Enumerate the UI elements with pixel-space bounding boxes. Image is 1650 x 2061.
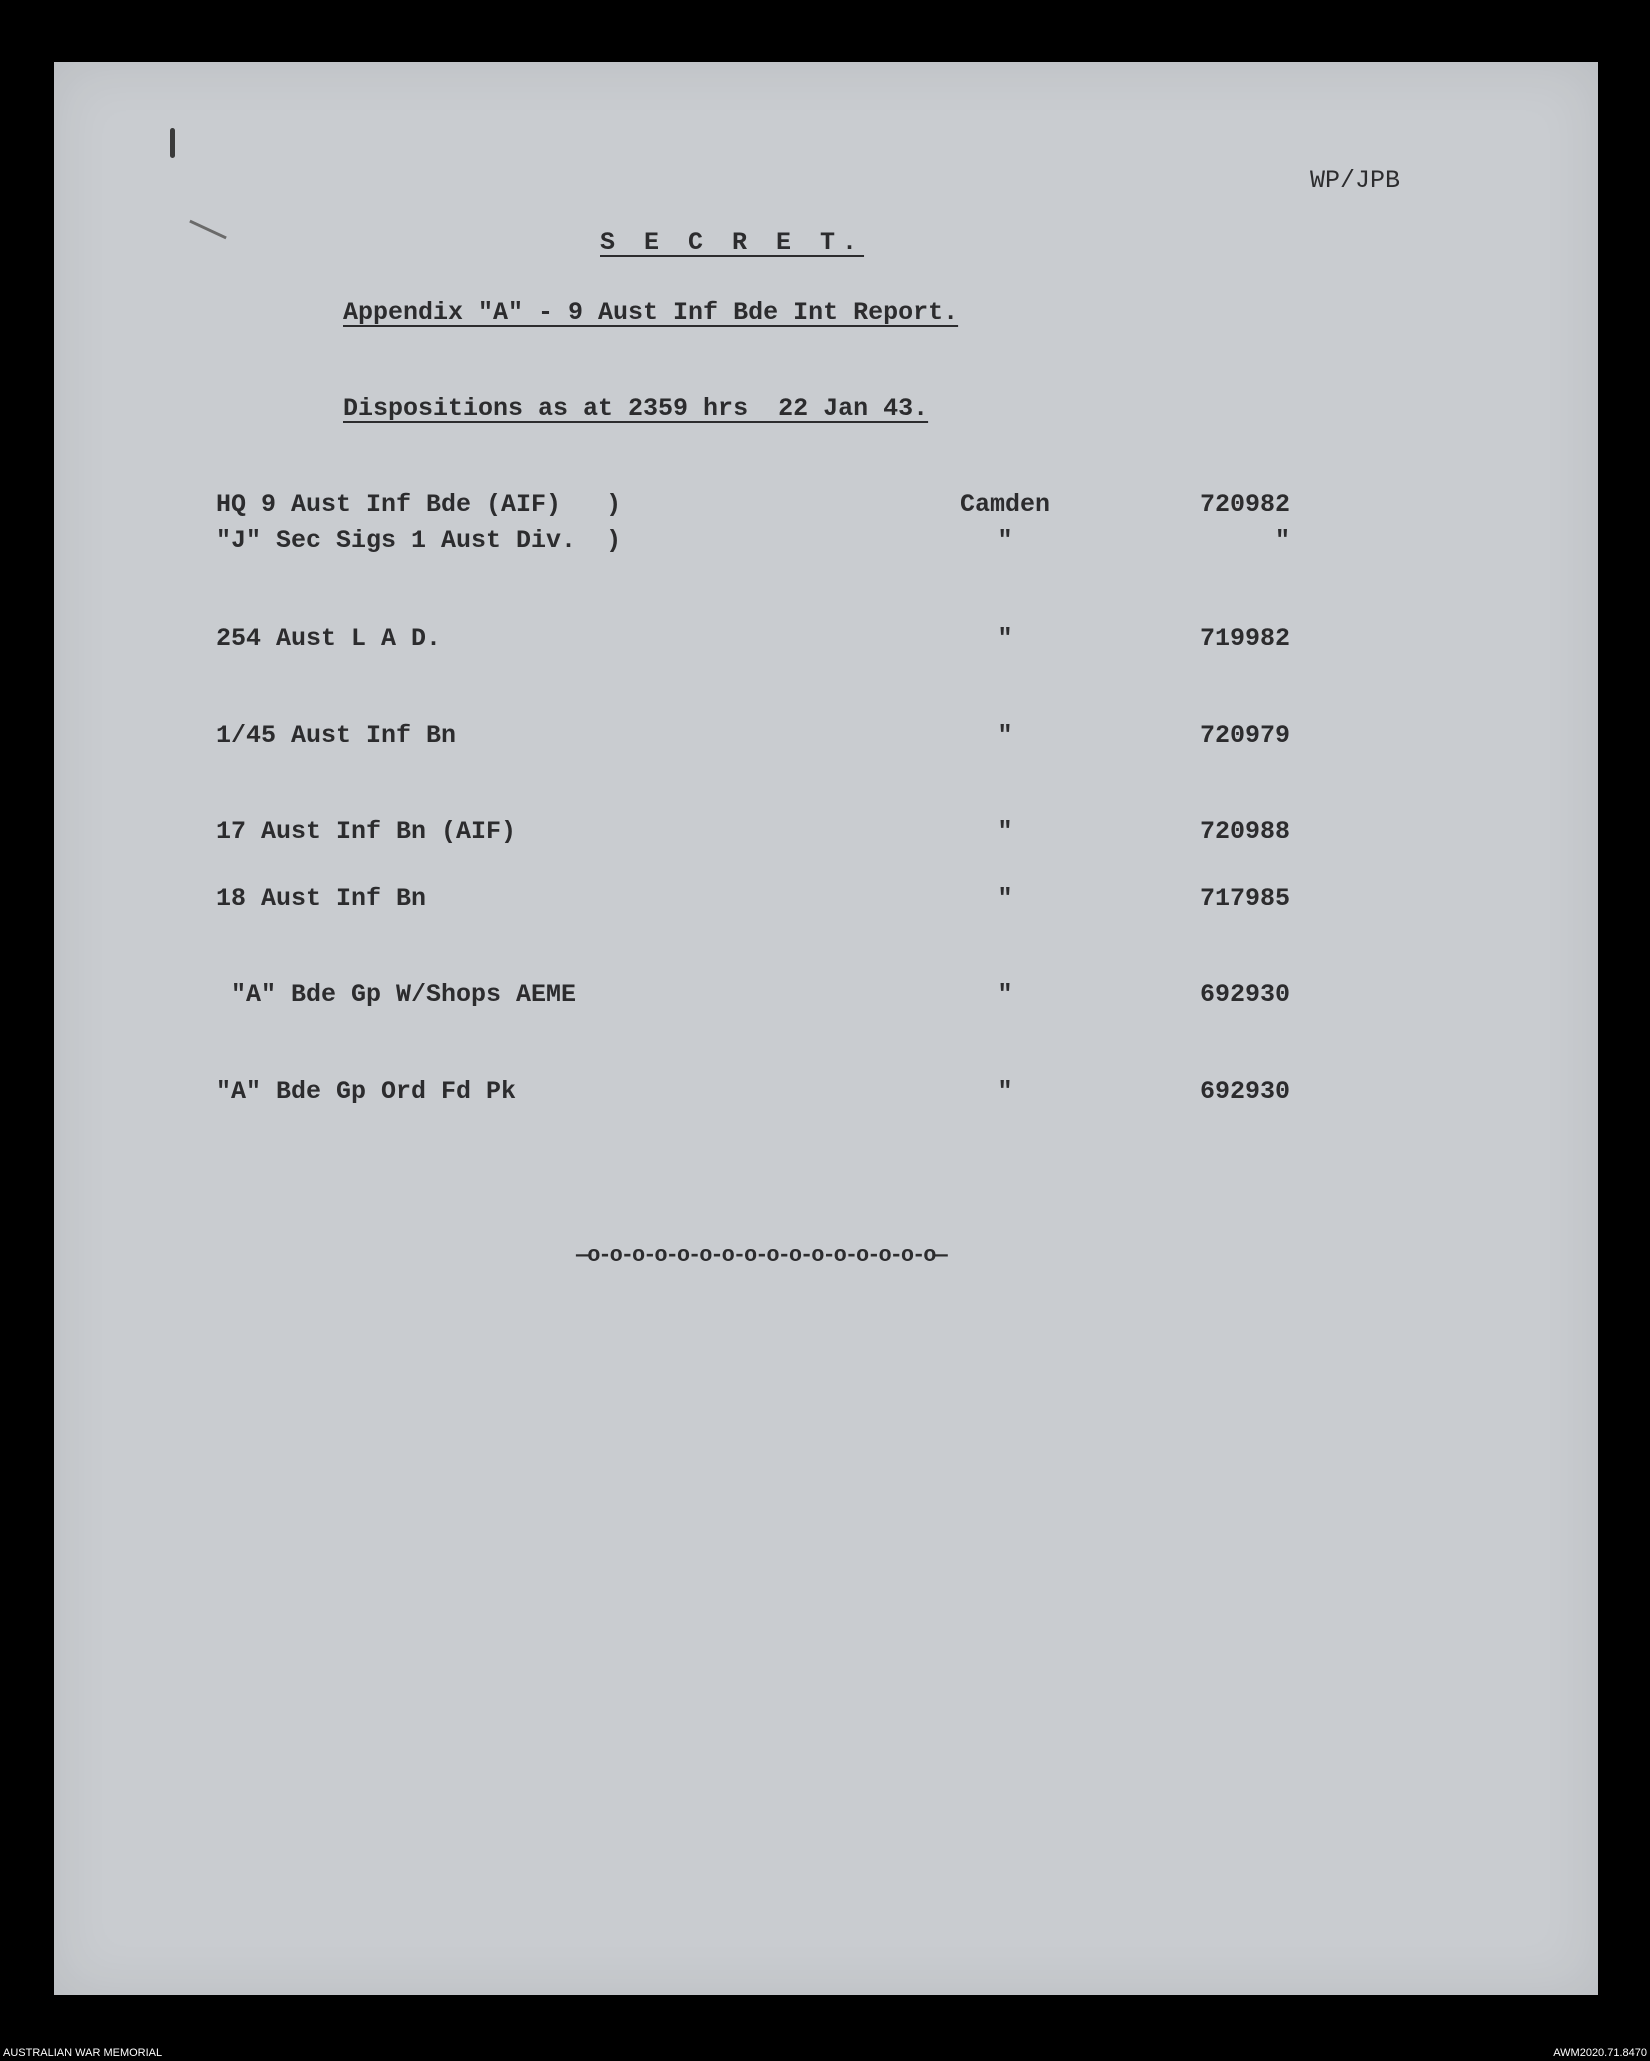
document-page	[54, 62, 1598, 1995]
unit-grid-ref: 692930	[1199, 1077, 1290, 1106]
unit-name: "J" Sec Sigs 1 Aust Div. )	[216, 526, 622, 555]
section-divider: —o-o-o-o-o-o-o-o-o-o-o-o-o-o-o-o—	[576, 1243, 946, 1268]
unit-grid-ref: "	[1274, 526, 1290, 555]
unit-grid-ref: 720982	[1199, 490, 1290, 519]
document-title: Appendix "A" - 9 Aust Inf Bde Int Report.	[343, 298, 959, 327]
unit-grid-ref: 717985	[1199, 884, 1290, 913]
document-subtitle: Dispositions as at 2359 hrs 22 Jan 43.	[343, 394, 929, 423]
unit-grid-ref: 720988	[1199, 817, 1290, 846]
unit-location: Camden	[959, 490, 1050, 519]
footer-institution: AUSTRALIAN WAR MEMORIAL	[3, 2047, 163, 2059]
unit-location: "	[997, 624, 1013, 653]
unit-location: "	[997, 1077, 1013, 1106]
unit-name: 1/45 Aust Inf Bn	[216, 721, 457, 750]
unit-name: HQ 9 Aust Inf Bde (AIF) )	[216, 490, 622, 519]
unit-grid-ref: 720979	[1199, 721, 1290, 750]
document-reference: WP/JPB	[1310, 166, 1401, 195]
ink-mark	[170, 128, 175, 158]
unit-grid-ref: 692930	[1199, 980, 1290, 1009]
unit-name: "A" Bde Gp W/Shops AEME	[216, 980, 577, 1009]
unit-name: "A" Bde Gp Ord Fd Pk	[216, 1077, 517, 1106]
unit-name: 254 Aust L A D.	[216, 624, 442, 653]
unit-location: "	[997, 526, 1013, 555]
unit-grid-ref: 719982	[1199, 624, 1290, 653]
unit-name: 18 Aust Inf Bn	[216, 884, 427, 913]
unit-location: "	[997, 721, 1013, 750]
unit-location: "	[997, 817, 1013, 846]
footer-accession-number: AWM2020.71.8470	[1553, 2047, 1647, 2059]
unit-location: "	[997, 884, 1013, 913]
unit-location: "	[997, 980, 1013, 1009]
unit-name: 17 Aust Inf Bn (AIF)	[216, 817, 517, 846]
classification-heading: S E C R E T.	[600, 228, 865, 257]
